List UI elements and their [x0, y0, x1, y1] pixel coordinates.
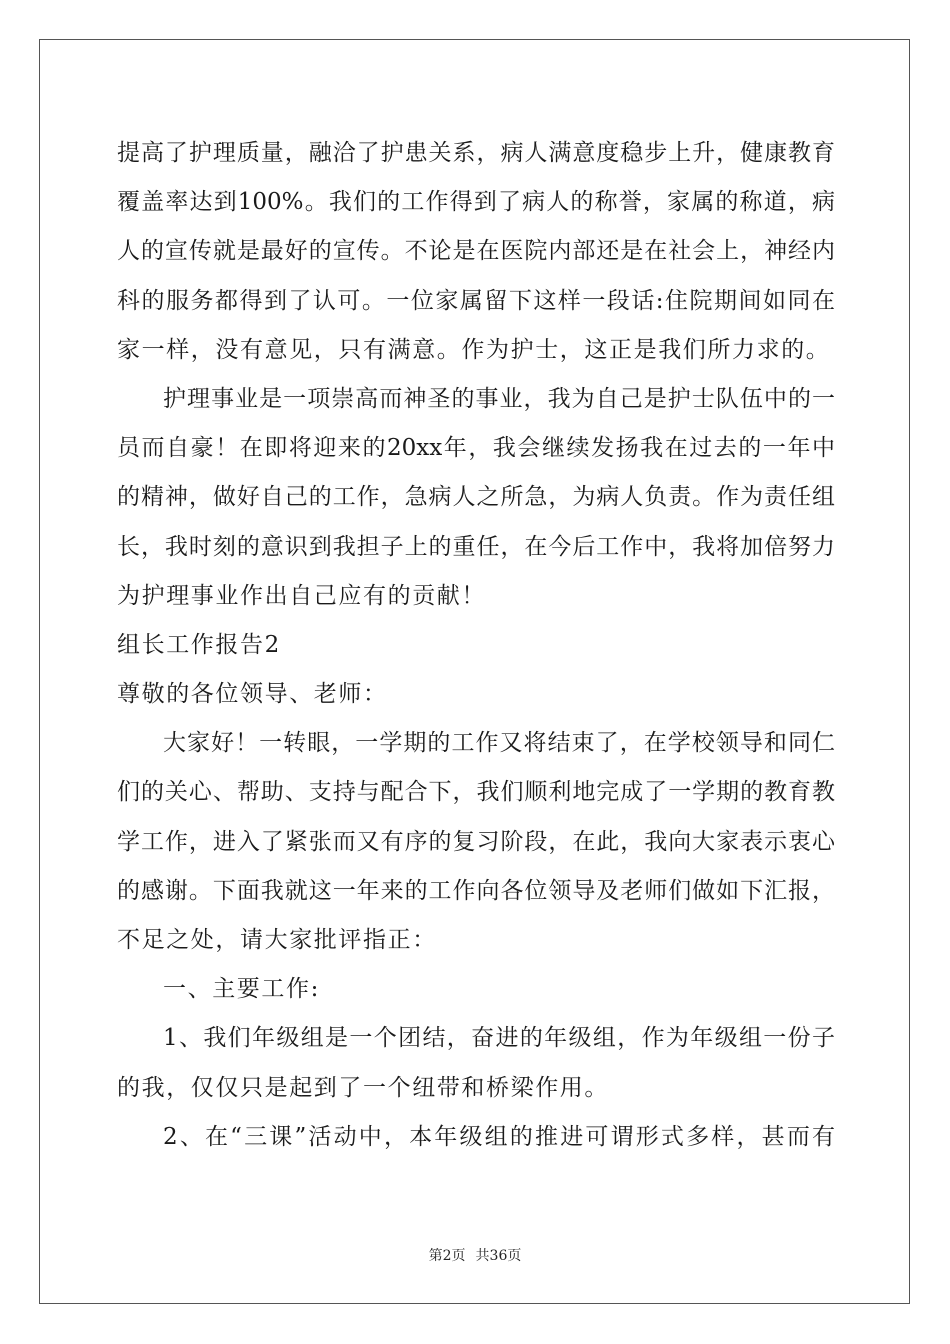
- page-footer: [0, 1245, 950, 1265]
- subsection-heading: 一、主要工作:: [163, 976, 320, 1003]
- salutation: 尊敬的各位领导、老师：: [117, 681, 388, 708]
- paragraph-first-line: 大家好！一转眼，一学期的工作又将结束了，在学校领导和同仁: [163, 730, 835, 757]
- text-line: 家一样，没有意见，只有满意。作为护士，这正是我们所力求的。: [117, 336, 831, 363]
- text-line: 的感谢。下面我就这一年来的工作向各位领导及老师们做如下汇报，: [117, 877, 835, 904]
- text-line: 学工作，进入了紧张而又有序的复习阶段，在此，我向大家表示衷心: [117, 828, 835, 855]
- page-number: 第2页: [428, 1248, 466, 1264]
- text-line: 人的宣传就是最好的宣传。不论是在医院内部还是在社会上，神经内: [117, 238, 835, 265]
- page-total: 共36页: [475, 1248, 522, 1264]
- text-line: 提高了护理质量，融洽了护患关系，病人满意度稳步上升，健康教育: [117, 140, 835, 166]
- text-line: 为护理事业作出自己应有的贡献！: [117, 582, 486, 609]
- text-line: 员而自豪！在即将迎来的20xx年，我会继续发扬我在过去的一年中: [117, 435, 835, 462]
- document-body: [117, 129, 835, 1162]
- text-line: 的我，仅仅只是起到了一个纽带和桥梁作用。: [117, 1074, 609, 1101]
- text-line: 科的服务都得到了认可。一位家属留下这样一段话:住院期间如同在: [117, 287, 835, 314]
- list-item-2: 2、在“三课”活动中，本年级组的推进可谓形式多样，甚而有: [163, 1123, 835, 1150]
- text-line: 覆盖率达到100%。我们的工作得到了病人的称誉，家属的称道，病: [117, 189, 835, 216]
- paragraph-first-line: 护理事业是一项崇高而神圣的事业，我为自己是护士队伍中的一: [163, 385, 835, 412]
- text-line: 们的关心、帮助、支持与配合下，我们顺利地完成了一学期的教育教: [117, 779, 835, 806]
- text-line: 不足之处，请大家批评指正：: [117, 927, 437, 953]
- list-item-1: 1、我们年级组是一个团结，奋进的年级组，作为年级组一份子: [163, 1025, 835, 1052]
- text-line: 长，我时刻的意识到我担子上的重任，在今后工作中，我将加倍努力: [117, 533, 835, 560]
- text-line: 的精神，做好自己的工作，急病人之所急，为病人负责。作为责任组: [117, 484, 835, 511]
- section-heading: 组长工作报告2: [117, 631, 281, 658]
